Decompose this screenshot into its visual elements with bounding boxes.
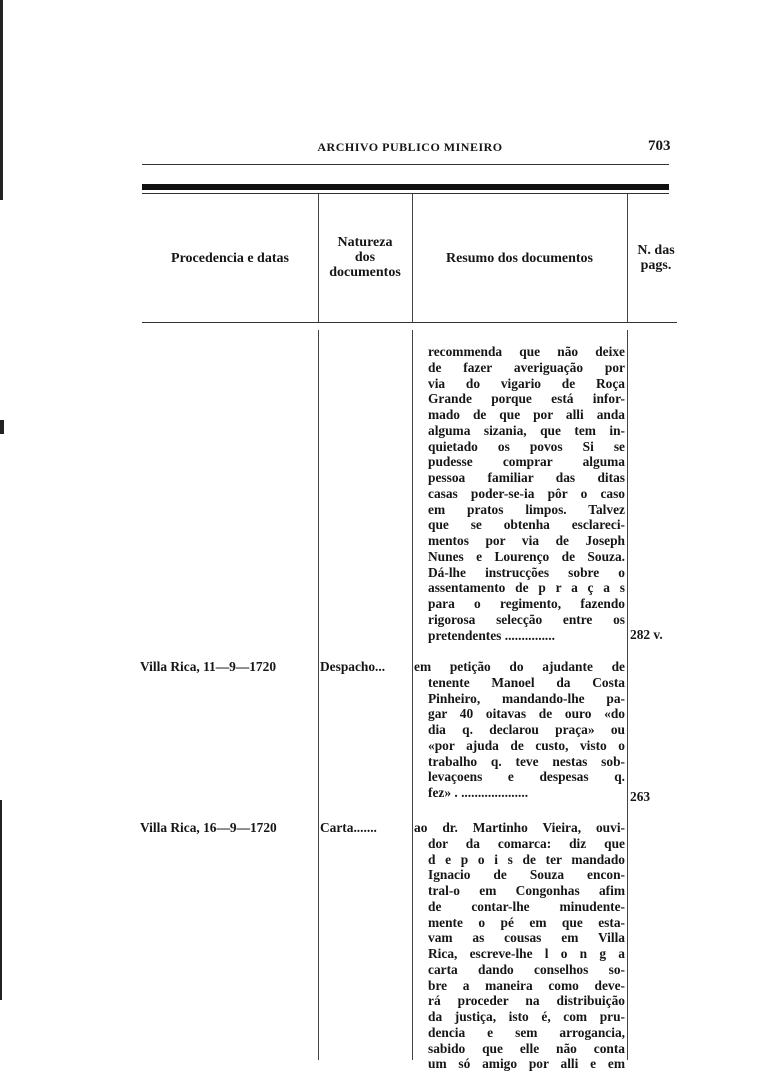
column-divider xyxy=(318,330,319,1060)
column-header-pages-line: N. das xyxy=(637,243,675,258)
table-top-rule-thin xyxy=(142,193,669,194)
summary-line: mente o pé em que esta- xyxy=(428,914,625,930)
summary-line: de fazer averiguação por xyxy=(428,359,625,375)
summary-line: mentos por via de Joseph xyxy=(428,533,625,548)
summary-line: da justiça, isto é, com pru- xyxy=(428,1009,625,1024)
summary-line: em pratos limpos. Talvez xyxy=(428,501,625,517)
summary-line: sabido que elle não conta xyxy=(428,1040,625,1056)
entry-origin: Villa Rica, 16—9—1720 xyxy=(140,820,277,835)
summary-line: bre a maneira como deve- xyxy=(428,977,625,993)
scan-edge-mark xyxy=(0,800,2,1000)
column-header-summary: Resumo dos documentos xyxy=(445,251,593,266)
column-header-nature-line: documentos xyxy=(329,265,401,280)
summary-line: rigorosa selecção entre os xyxy=(428,611,625,627)
entry-summary xyxy=(414,820,625,1072)
table-top-rule xyxy=(142,184,669,190)
entry-origin: Villa Rica, 11—9—1720 xyxy=(140,659,277,674)
summary-line: tenente Manoel da Costa xyxy=(428,674,625,690)
summary-line: gar 40 oitavas de ouro «do xyxy=(428,706,625,722)
scan-edge-mark xyxy=(0,420,4,434)
scan-edge-mark xyxy=(0,0,3,200)
summary-line: Grande porque está infor- xyxy=(428,391,625,407)
summary-line: via do vigario de Roça xyxy=(428,375,625,391)
summary-line: alguma sizania, que tem in- xyxy=(428,422,625,438)
summary-line: rá proceder na distribuição xyxy=(428,993,625,1009)
column-header-pages xyxy=(628,243,684,273)
column-header-pages-line: pags. xyxy=(640,258,672,273)
summary-line: que se obtenha esclareci- xyxy=(428,517,625,533)
summary-line: d e p o i s de ter mandado xyxy=(428,851,625,867)
summary-line: levaçoens e despesas q. xyxy=(428,769,625,785)
summary-line: tral-o em Congonhas afim xyxy=(428,883,625,898)
page-reference: 282 v. xyxy=(630,627,663,642)
running-title: ARCHIVO PUBLICO MINEIRO xyxy=(317,140,503,154)
summary-line: Pinheiro, mandando-lhe pa- xyxy=(428,690,625,706)
summary-line: Dá-lhe instrucções sobre o xyxy=(428,564,625,580)
summary-line: «por ajuda de custo, visto o xyxy=(428,737,625,753)
column-header-nature-line: Natureza xyxy=(337,235,393,250)
summary-line: assentamento de p r a ç a s xyxy=(428,580,625,596)
page-reference: 263 xyxy=(630,789,651,804)
summary-line: Ignacio de Souza encon- xyxy=(428,867,625,883)
column-header-origin: Procedencia e datas xyxy=(171,251,289,266)
summary-line: trabalho q. teve nestas sob- xyxy=(428,753,625,769)
entry-nature: Despacho... xyxy=(320,659,386,674)
header-rule xyxy=(142,164,669,165)
continuation-summary xyxy=(428,344,625,643)
summary-line: ao dr. Martinho Vieira, ouvi- xyxy=(414,820,625,835)
summary-line: para o regimento, fazendo xyxy=(428,596,625,611)
summary-line: carta dando conselhos so- xyxy=(428,961,625,977)
summary-line: Rica, escreve-lhe l o n g a xyxy=(428,946,625,961)
header-bottom-rule xyxy=(142,322,677,323)
summary-line: dencia e sem arrogancia, xyxy=(428,1024,625,1040)
summary-line: recommenda que não deixe xyxy=(428,344,625,359)
column-divider xyxy=(627,330,628,1060)
summary-line: quietado os povos Si se xyxy=(428,438,625,454)
summary-line: vam as cousas em Villa xyxy=(428,930,625,946)
summary-line: em petição do ajudante de xyxy=(414,659,625,674)
column-divider xyxy=(412,330,413,1060)
entry-summary xyxy=(414,659,625,801)
summary-line: de contar-lhe minudente- xyxy=(428,898,625,914)
column-header-nature-line: dos xyxy=(354,250,376,265)
summary-line: pretendentes ............... xyxy=(428,627,555,643)
summary-line: Nunes e Lourenço de Souza. xyxy=(428,548,625,564)
summary-line: fez» . .................... xyxy=(428,785,529,800)
summary-line: mado de que por alli anda xyxy=(428,407,625,422)
summary-line: pessoa familiar das ditas xyxy=(428,470,625,485)
summary-line: um só amigo por alli e em xyxy=(428,1056,625,1072)
entry-nature: Carta....... xyxy=(320,820,377,835)
column-header-nature xyxy=(318,235,412,280)
page-number: 703 xyxy=(648,138,671,154)
summary-line: casas poder-se-ia pôr o caso xyxy=(428,485,625,501)
summary-line: dor da comarca: diz que xyxy=(428,835,625,851)
summary-line: pudesse comprar alguma xyxy=(428,454,625,470)
summary-line: dia q. declarou praça» ou xyxy=(428,722,625,737)
